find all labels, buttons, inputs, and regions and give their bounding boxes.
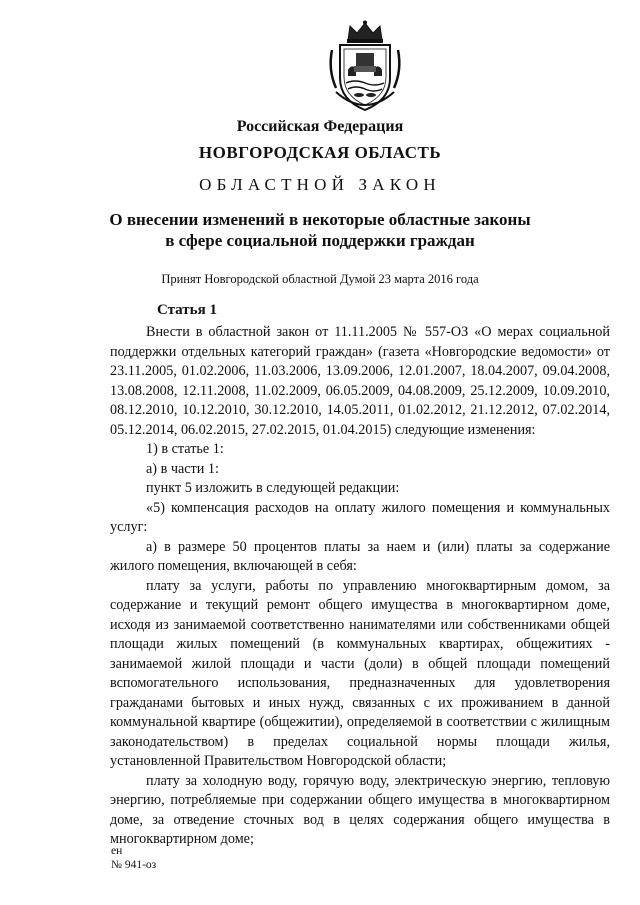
oblast-heading: НОВГОРОДСКАЯ ОБЛАСТЬ <box>198 143 442 162</box>
paragraph: пункт 5 изложить в следующей редакции: <box>146 480 400 496</box>
paragraph: «5) компенсация расходов на оплату жилого помещения и коммунальных услуг: <box>110 499 610 535</box>
paragraph: 1) в статье 1: <box>146 441 224 457</box>
paragraph: плату за услуги, работы по управлению многоквартирным домом, за содержание и текущий ремонт общего имущества в многоквартирном доме, исходя из занимаемой соответственно нанимателями или собственниками общей площади жилых помещений (в коммунальных квартирах, общежитиях - занимаемой жилой площади и части (доли) в общей площади помещений вспомогательного использования, предназначенных для удовлетворения гражданами бытовых и иных нужд, связанных с их проживанием в данной коммунальной квартире (общежитии), определяемой в соответствии с жилищным законодательством) в пределах социальной нормы площади жилья, установленной Правительством Новгородской области; <box>110 577 610 769</box>
law-title-line-2: в сфере социальной поддержки граждан <box>165 231 475 250</box>
footer-initials: ен <box>111 845 123 857</box>
paragraph: Внести в областной закон от 11.11.2005 № 557-ОЗ «О мерах социальной поддержки отдельных категорий граждан» (газета «Новгородские ведомости» от 23.11.2005, 01.02.2006, 11.03.2006, 13.09.2006, 12.01.2007, 18.04.2007, 09.04.2008, 13.08.2008, 12.11.2008, 11.02.2009, 06.05.2009, 04.08.2009, 25.12.2009, 10.09.2010, 08.12.2010, 10.12.2010, 30.12.2010, 14.05.2011, 01.02.2012, 21.12.2012, 07.02.2014, 05.12.2014, 06.02.2015, 27.02.2015, 01.04.2015) следующие изменения: <box>110 324 610 438</box>
document-footer <box>111 844 156 872</box>
law-type-heading: ОБЛАСТНОЙ ЗАКОН <box>199 175 441 194</box>
novgorod-coat-of-arms-icon <box>326 20 404 112</box>
federation-heading: Российская Федерация <box>236 118 404 135</box>
article-body <box>110 323 610 850</box>
adoption-note: Принят Новгородской областной Думой 23 марта 2016 года <box>161 272 479 286</box>
document-number: № 941-оз <box>111 859 157 871</box>
paragraph: плату за холодную воду, горячую воду, электрическую энергию, тепловую энергию, потребляемые при содержании общего имущества в многоквартирном доме, за отведение сточных вод в целях содержания общего имущества в многоквартирном доме; <box>110 772 610 847</box>
paragraph: а) в части 1: <box>146 460 219 477</box>
paragraph: а) в размере 50 процентов платы за наем и (или) платы за содержание жилого помещения, включающей в себя: <box>110 538 610 574</box>
article-heading: Статья 1 <box>157 302 217 318</box>
law-title-line-1: О внесении изменений в некоторые областные законы <box>109 210 531 229</box>
